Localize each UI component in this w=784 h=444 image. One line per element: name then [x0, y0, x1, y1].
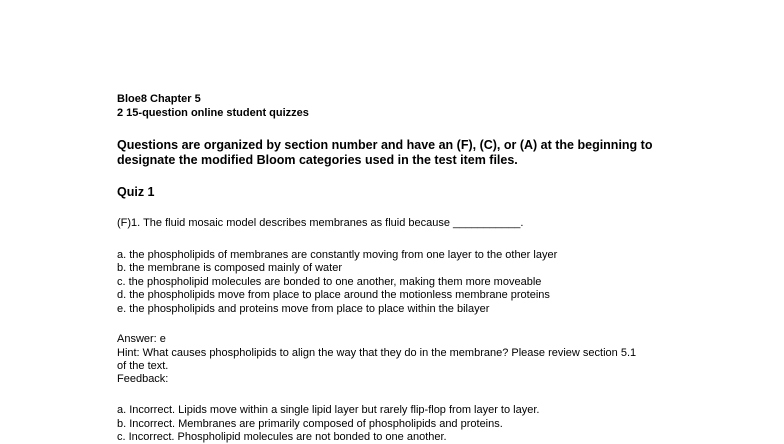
- question-text: (F)1. The fluid mosaic model describes membranes as fluid because ___________.: [117, 217, 524, 229]
- hint-line-2: of the text.: [117, 360, 169, 372]
- option-c: c. the phospholipid molecules are bonded to one another, making them more moveable: [117, 276, 542, 288]
- document-page: [117, 0, 777, 441]
- hint-line-1: Hint: What causes phospholipids to align the way that they do in the membrane? Please review section 5.1: [117, 347, 637, 359]
- option-a: a. the phospholipids of membranes are constantly moving from one layer to the other layer: [117, 249, 558, 261]
- option-b: b. the membrane is composed mainly of water: [117, 262, 342, 274]
- feedback-label: Feedback:: [117, 373, 169, 385]
- chapter-title: Bloe8 Chapter 5: [117, 93, 201, 105]
- feedback-b: b. Incorrect. Membranes are primarily composed of phospholipids and proteins.: [117, 418, 503, 430]
- feedback-c: c. Incorrect. Phospholipid molecules are not bonded to one another.: [117, 431, 447, 443]
- answer-text: Answer: e: [117, 333, 166, 345]
- intro-line-2: designate the modified Bloom categories used in the test item files.: [117, 153, 518, 167]
- quiz-heading: Quiz 1: [117, 185, 155, 199]
- intro-line-1: Questions are organized by section number and have an (F), (C), or (A) at the beginning to: [117, 138, 653, 152]
- option-d: d. the phospholipids move from place to place around the motionless membrane proteins: [117, 289, 550, 301]
- feedback-a: a. Incorrect. Lipids move within a single lipid layer but rarely flip-flop from layer to layer.: [117, 404, 540, 416]
- quiz-subtitle: 2 15-question online student quizzes: [117, 107, 309, 119]
- option-e: e. the phospholipids and proteins move from place to place within the bilayer: [117, 303, 490, 315]
